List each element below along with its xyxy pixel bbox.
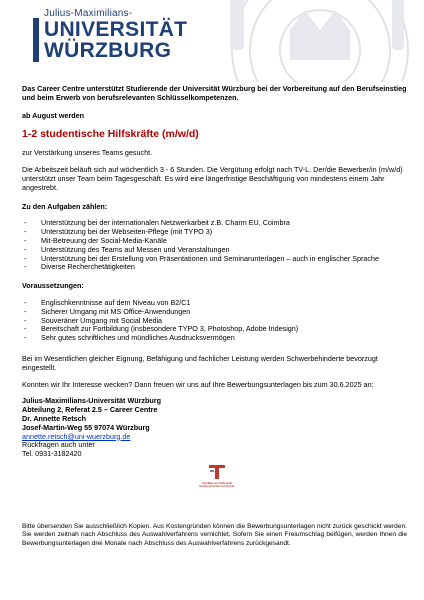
bullet: - <box>24 297 27 307</box>
footer-note: Bitte übersenden Sie ausschließlich Kopien. Aus Kostengründen können die Bewerbungsunterlagen nicht zurück geschickt werden. Sie werden zeitnah nach Abschluss des Auswahlverfahrens vernichtet. Sofern Sie einen Freiumschlag beifügen, werden Ihnen die Bewerbungsunterlagen drei Monate nach Abschluss des Auswahlverfahrens zurückgesandt. <box>22 523 407 547</box>
contact-callback-text: Rückfragen auch unter <box>22 440 95 450</box>
audit-logo-icon <box>208 462 226 480</box>
list-item-text: Bereitschaft zur Fortbildung (insbesondere TYPO 3, Photoshop, Adobe Indesign) <box>41 324 299 334</box>
tasks-list <box>22 219 407 272</box>
list-item-text: Unterstützung bei der Erstellung von Präsentationen und Seminarunterlagen – auch in englischer Sprache <box>41 253 380 263</box>
list-item-text: Sehr gutes schriftliches und mündliches Ausdrucksvermögen <box>41 333 235 343</box>
bullet: - <box>24 333 27 343</box>
list-item-text: Mit-Betreuung der Social-Media-Kanäle <box>41 235 167 245</box>
equal-opportunity-paragraph: Bei im Wesentlichen gleicher Eignung, Befähigung und fachlicher Leistung werden Schwerbehinderte bevorzugt eingestellt. <box>22 353 378 372</box>
bullet: - <box>24 306 27 316</box>
logo-subtitle: Julius-Maximilians- <box>44 8 133 19</box>
working-hours-paragraph: Die Arbeitszeit beläuft sich auf wöchentlich 3 - 6 Stunden. Die Vergütung erfolgt nach TV-L. Der/die Bewerber/in (m/w/d) unterstützt unser Team beim Tagesgeschäft. Es wird eine längerfristige Beschäftigung von mindestens einem Jahr angestrebt. <box>22 165 403 192</box>
list-item-text: Souveräner Umgang mit Social Media <box>41 315 163 325</box>
list-item-text: Unterstützung des Teams auf Messen und Veranstaltungen <box>41 244 230 254</box>
tasks-heading: Zu den Aufgaben zählen: <box>22 201 108 211</box>
bullet: - <box>24 227 27 237</box>
logo-bar <box>33 18 39 62</box>
subtitle-text: zur Verstärkung unseres Teams gesucht. <box>22 148 153 158</box>
contact-address: Josef-Martin-Weg 55 97074 Würzburg <box>22 422 150 432</box>
job-title: 1-2 studentische Hilfskräfte (m/w/d) <box>22 128 199 141</box>
start-date-text: ab August werden <box>22 110 85 120</box>
bullet: - <box>24 218 27 228</box>
job-posting <box>22 85 407 465</box>
contact-department: Abteilung 2, Referat 2.5 – Career Centre <box>22 405 158 415</box>
family-audit-stamp <box>196 462 238 512</box>
header <box>0 0 424 82</box>
list-item-text: Diverse Recherchetätigkeiten <box>41 262 135 272</box>
audit-caption: Zertifikat seit 2009 audit familiengerechte hochschule <box>199 481 235 489</box>
bullet: - <box>24 324 27 334</box>
requirements-list <box>22 299 407 343</box>
bullet: - <box>24 235 27 245</box>
contact-name: Dr. Annette Retsch <box>22 413 87 423</box>
university-seal-watermark <box>170 0 424 82</box>
logo-line-1: UNIVERSITÄT <box>44 18 188 41</box>
bullet: - <box>24 315 27 325</box>
list-item-text: Unterstützung bei der internationalen Netzwerkarbeit z.B. Charm EU, Coimbra <box>41 218 290 228</box>
list-item-text: Unterstützung bei der Webseiten-Pflege (mit TYPO 3) <box>41 227 213 237</box>
logo-line-2: WÜRZBURG <box>44 39 172 62</box>
bullet: - <box>24 244 27 254</box>
contact-block <box>22 397 407 459</box>
list-item-text: Englischkenntnisse auf dem Niveau von B2/C1 <box>41 297 191 307</box>
contact-phone: Tel. 0931-3182420 <box>22 449 82 459</box>
university-logo[interactable] <box>44 19 187 61</box>
contact-email-link[interactable]: annette.retsch@uni-wuerzburg.de <box>22 431 131 441</box>
bullet: - <box>24 262 27 272</box>
requirements-heading: Voraussetzungen: <box>22 281 84 291</box>
contact-org: Julius-Maximilians-Universität Würzburg <box>22 396 161 406</box>
intro-text: Das Career Centre unterstützt Studierende der Universität Würzburg bei der Vorbereitung auf den Berufseinstieg und beim Erwerb von berufsrelevanten Schlüsselkompetenzen. <box>22 84 407 102</box>
list-item <box>22 334 407 343</box>
list-item <box>22 263 407 272</box>
application-deadline-paragraph: Konnten wir Ihr Interesse wecken? Dann freuen wir uns auf Ihre Bewerbungsunterlagen bis zum 30.6.2025 an: <box>22 379 374 389</box>
list-item-text: Sicherer Umgang mit MS Office-Anwendungen <box>41 306 191 316</box>
bullet: - <box>24 253 27 263</box>
